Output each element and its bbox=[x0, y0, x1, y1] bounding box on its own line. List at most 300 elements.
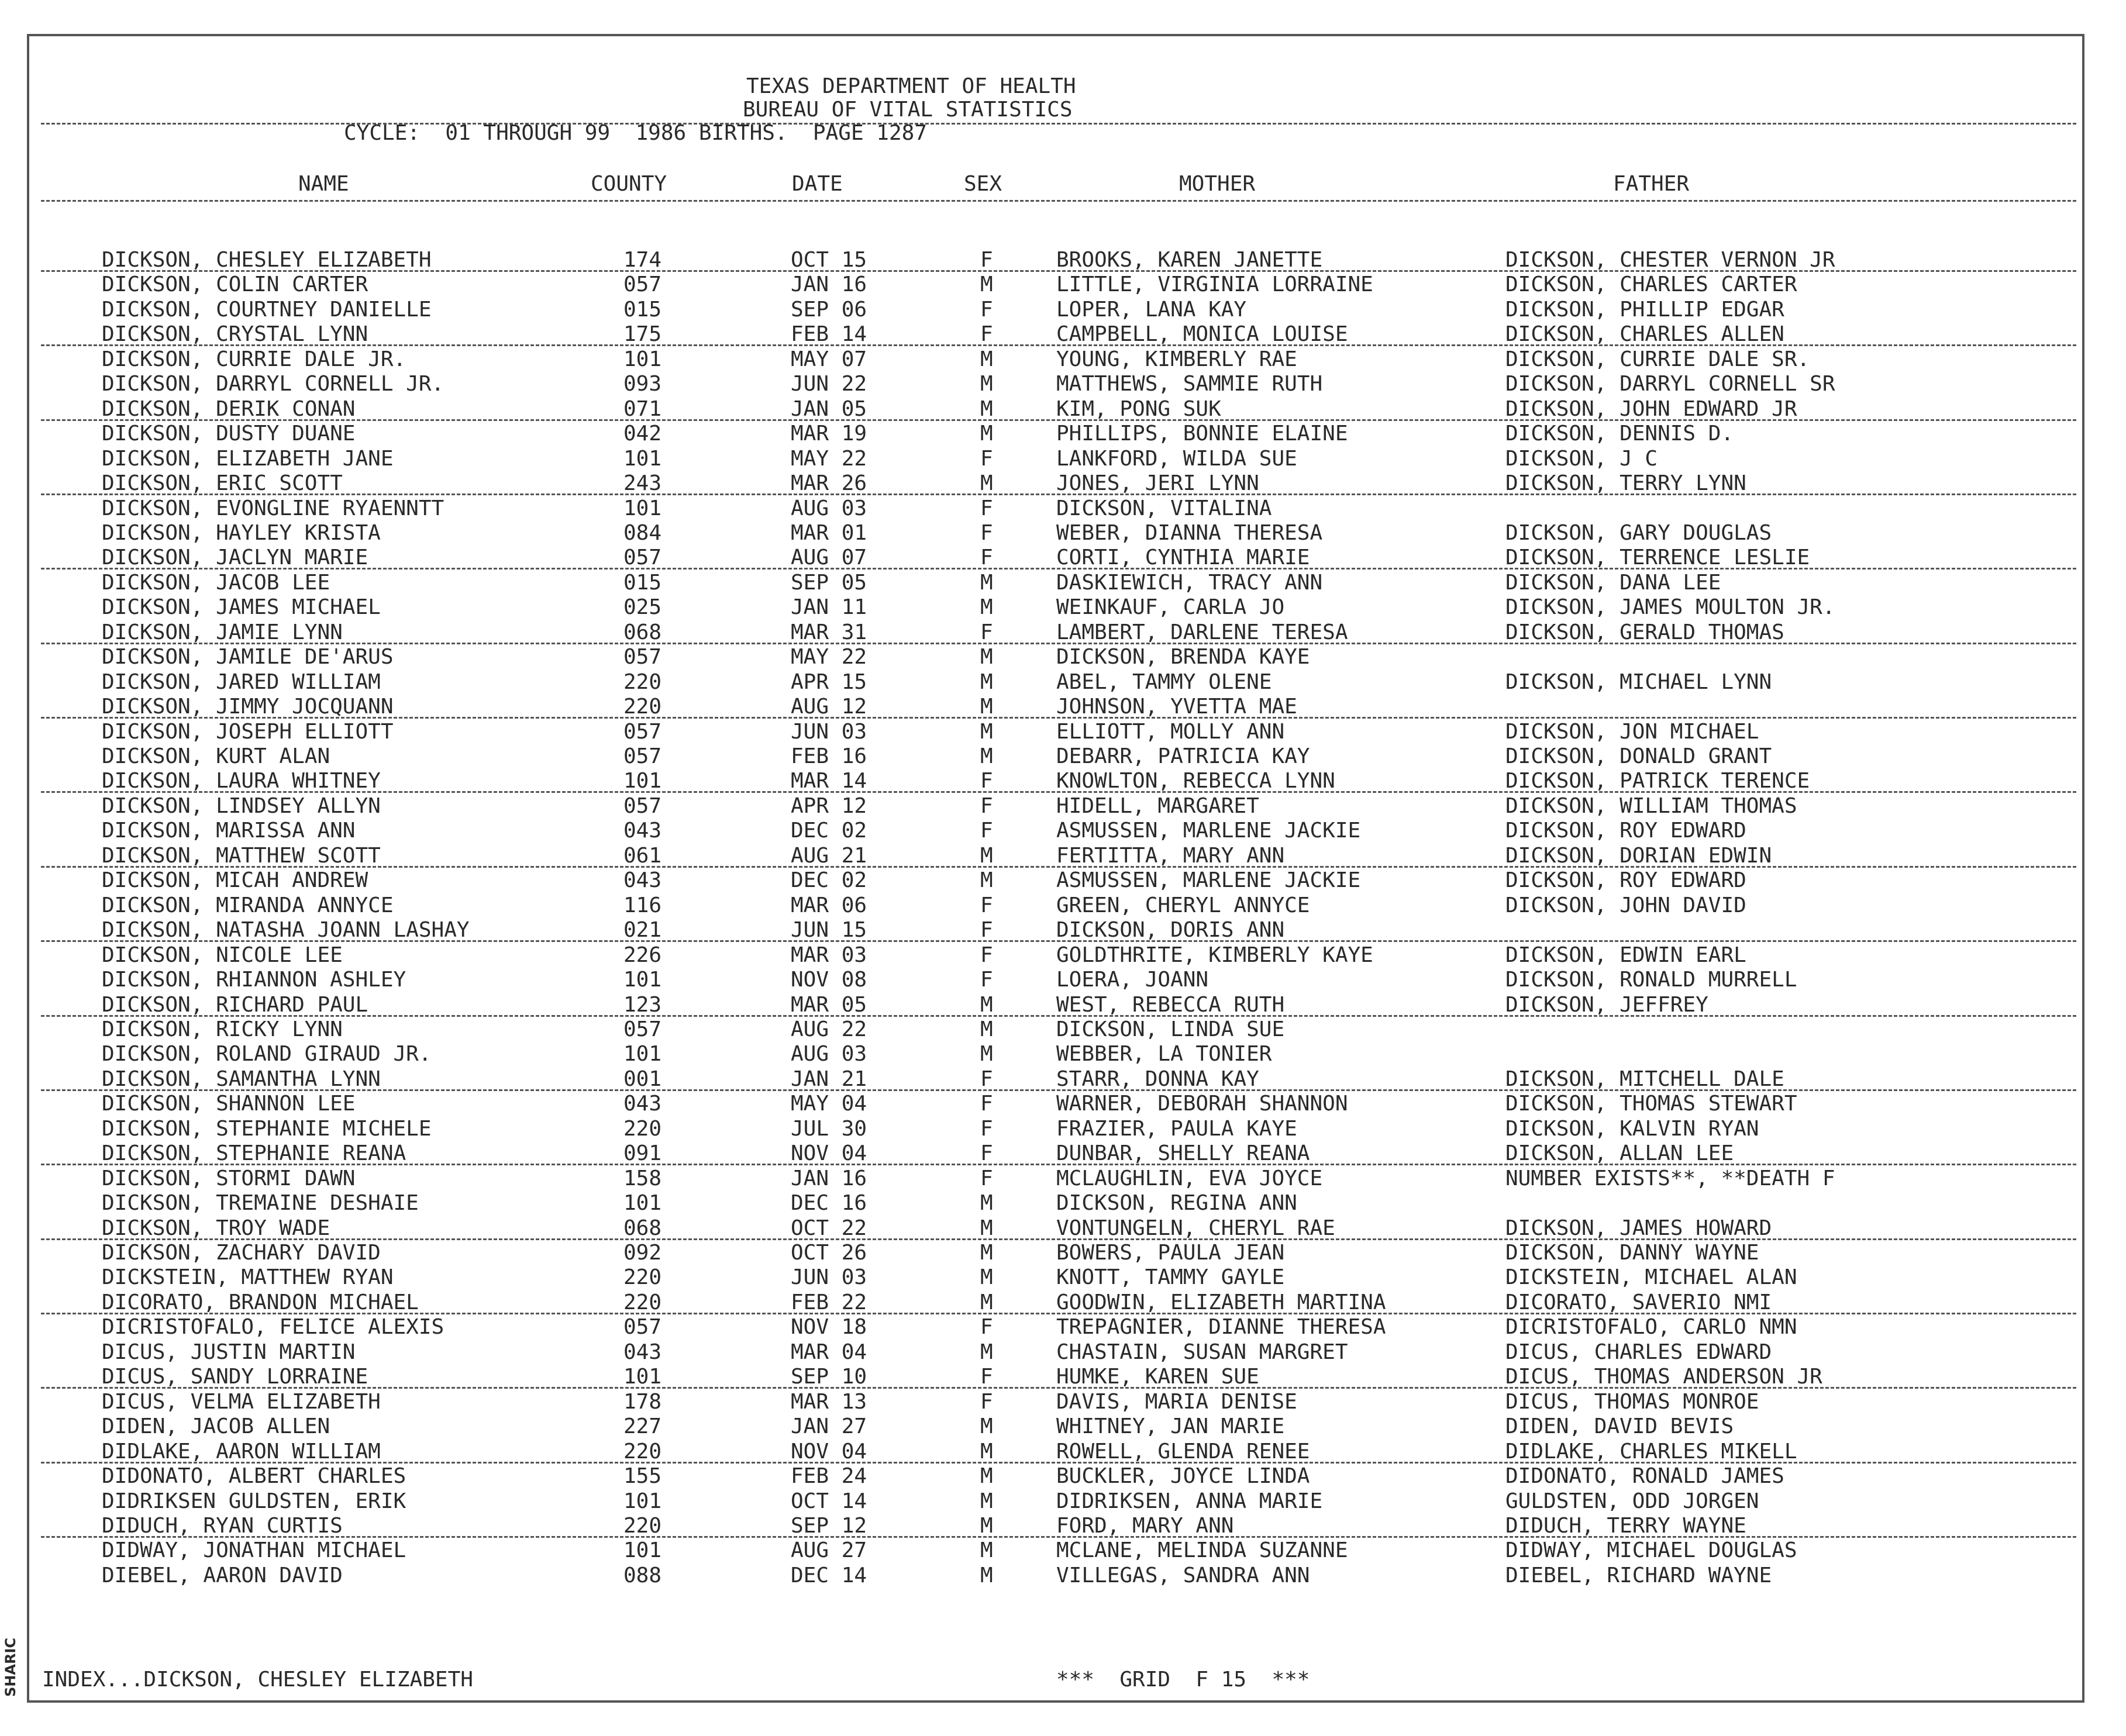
cell-name: DICKSON, CRYSTAL LYNN bbox=[102, 322, 368, 347]
cell-mother: VONTUNGELN, CHERYL RAE bbox=[1056, 1216, 1335, 1240]
cell-name: DICKSON, ZACHARY DAVID bbox=[102, 1241, 381, 1265]
cell-sex: F bbox=[980, 819, 993, 843]
cell-name: DICKSON, MIRANDA ANNYCE bbox=[102, 893, 394, 917]
table-row bbox=[0, 1514, 2126, 1538]
cell-name: DICKSON, RHIANNON ASHLEY bbox=[102, 968, 406, 992]
table-row bbox=[0, 1440, 2126, 1464]
cell-sex: F bbox=[980, 446, 993, 471]
cell-county: 220 bbox=[623, 695, 662, 719]
table-row bbox=[0, 372, 2126, 396]
cell-sex: M bbox=[980, 719, 993, 744]
cell-county: 101 bbox=[623, 1042, 662, 1067]
column-header-rule bbox=[41, 200, 2076, 202]
cell-father: DICKSON, RONALD MURRELL bbox=[1505, 968, 1797, 992]
cell-mother: WARNER, DEBORAH SHANNON bbox=[1056, 1092, 1348, 1116]
cell-mother: ABEL, TAMMY OLENE bbox=[1056, 669, 1272, 694]
cell-name: DICUS, JUSTIN MARTIN bbox=[102, 1340, 356, 1364]
cell-county: 092 bbox=[623, 1241, 662, 1265]
cell-date: JUN 22 bbox=[791, 372, 867, 396]
row-group-rule bbox=[41, 866, 2076, 868]
cell-name: DIDWAY, JONATHAN MICHAEL bbox=[102, 1538, 406, 1563]
cell-county: 015 bbox=[623, 297, 662, 322]
cell-date: OCT 22 bbox=[791, 1216, 867, 1240]
cell-sex: F bbox=[980, 1389, 993, 1414]
cell-mother: FRAZIER, PAULA KAYE bbox=[1056, 1116, 1297, 1141]
cell-father: DIDLAKE, CHARLES MIKELL bbox=[1505, 1439, 1797, 1464]
cell-mother: DUNBAR, SHELLY REANA bbox=[1056, 1141, 1310, 1166]
cell-name: DICKSON, STEPHANIE MICHELE bbox=[102, 1116, 432, 1141]
cell-name: DICKSON, SHANNON LEE bbox=[102, 1092, 356, 1116]
cell-date: FEB 22 bbox=[791, 1290, 867, 1314]
footer-index: INDEX...DICKSON, CHESLEY ELIZABETH bbox=[42, 1668, 473, 1692]
cell-mother: BROOKS, KAREN JANETTE bbox=[1056, 248, 1323, 272]
cell-date: NOV 18 bbox=[791, 1315, 867, 1340]
cell-county: 084 bbox=[623, 520, 662, 545]
cell-date: OCT 15 bbox=[791, 248, 867, 272]
cell-sex: F bbox=[980, 793, 993, 818]
cell-county: 043 bbox=[623, 1092, 662, 1116]
cell-county: 101 bbox=[623, 769, 662, 793]
cell-county: 101 bbox=[623, 347, 662, 371]
cell-sex: M bbox=[980, 372, 993, 396]
cell-mother: WEST, REBECCA RUTH bbox=[1056, 992, 1285, 1017]
table-row bbox=[0, 744, 2126, 769]
table-row bbox=[0, 868, 2126, 893]
cell-sex: F bbox=[980, 520, 993, 545]
cell-date: JAN 21 bbox=[791, 1067, 867, 1091]
cell-mother: JOHNSON, YVETTA MAE bbox=[1056, 695, 1297, 719]
cell-sex: M bbox=[980, 1265, 993, 1290]
cell-name: DICKSON, NATASHA JOANN LASHAY bbox=[102, 918, 470, 943]
table-row bbox=[0, 521, 2126, 546]
cell-date: DEC 02 bbox=[791, 819, 867, 843]
cell-sex: F bbox=[980, 1141, 993, 1166]
cell-name: DICKSON, MARISSA ANN bbox=[102, 819, 356, 843]
cell-name: DICKSON, TROY WADE bbox=[102, 1216, 330, 1240]
cell-sex: F bbox=[980, 297, 993, 322]
cell-date: DEC 02 bbox=[791, 868, 867, 893]
table-row bbox=[0, 819, 2126, 843]
cell-name: DICKSON, JIMMY JOCQUANN bbox=[102, 695, 394, 719]
cell-name: DICRISTOFALO, FELICE ALEXIS bbox=[102, 1315, 445, 1340]
cell-name: DICUS, VELMA ELIZABETH bbox=[102, 1389, 381, 1414]
cell-sex: M bbox=[980, 1464, 993, 1489]
cell-county: 123 bbox=[623, 992, 662, 1017]
cell-father: DICKSON, JEFFREY bbox=[1505, 992, 1708, 1017]
cell-county: 025 bbox=[623, 595, 662, 620]
cell-county: 174 bbox=[623, 248, 662, 272]
cell-county: 101 bbox=[623, 496, 662, 520]
cell-date: FEB 14 bbox=[791, 322, 867, 347]
row-group-rule bbox=[41, 568, 2076, 570]
table-row bbox=[0, 1538, 2126, 1563]
cell-county: 178 bbox=[623, 1389, 662, 1414]
cell-father: DICKSON, CURRIE DALE SR. bbox=[1505, 347, 1810, 371]
table-row bbox=[0, 422, 2126, 446]
table-row bbox=[0, 1166, 2126, 1191]
cell-sex: F bbox=[980, 620, 993, 644]
cell-sex: M bbox=[980, 471, 993, 496]
cell-name: DICKSTEIN, MATTHEW RYAN bbox=[102, 1265, 394, 1290]
cell-date: JAN 16 bbox=[791, 1166, 867, 1190]
cell-name: DICKSON, HAYLEY KRISTA bbox=[102, 520, 381, 545]
cell-sex: M bbox=[980, 396, 993, 421]
cell-date: JUN 03 bbox=[791, 719, 867, 744]
cell-mother: LITTLE, VIRGINIA LORRAINE bbox=[1056, 272, 1373, 297]
table-row bbox=[0, 695, 2126, 719]
cell-county: 101 bbox=[623, 1538, 662, 1563]
table-row bbox=[0, 447, 2126, 471]
row-group-rule bbox=[41, 1462, 2076, 1464]
table-row bbox=[0, 844, 2126, 868]
row-group-rule bbox=[41, 493, 2076, 495]
column-header-county: COUNTY bbox=[591, 172, 667, 196]
row-group-rule bbox=[41, 1089, 2076, 1091]
table-row bbox=[0, 1191, 2126, 1216]
cell-county: 068 bbox=[623, 1216, 662, 1240]
cell-mother: WEINKAUF, CARLA JO bbox=[1056, 595, 1285, 620]
cell-mother: KNOTT, TAMMY GAYLE bbox=[1056, 1265, 1285, 1290]
cell-sex: M bbox=[980, 570, 993, 595]
cell-sex: F bbox=[980, 546, 993, 570]
cell-father: DICKSON, MITCHELL DALE bbox=[1505, 1067, 1784, 1091]
table-row bbox=[0, 968, 2126, 992]
cell-sex: F bbox=[980, 769, 993, 793]
table-row bbox=[0, 645, 2126, 669]
cell-date: AUG 07 bbox=[791, 546, 867, 570]
cell-mother: MATTHEWS, SAMMIE RUTH bbox=[1056, 372, 1323, 396]
cell-county: 043 bbox=[623, 819, 662, 843]
cell-date: NOV 08 bbox=[791, 968, 867, 992]
cell-date: MAR 19 bbox=[791, 422, 867, 446]
cell-name: DICKSON, CURRIE DALE JR. bbox=[102, 347, 406, 371]
cell-county: 093 bbox=[623, 372, 662, 396]
cell-mother: WEBBER, LA TONIER bbox=[1056, 1042, 1272, 1067]
cell-mother: CHASTAIN, SUSAN MARGRET bbox=[1056, 1340, 1348, 1364]
cell-date: SEP 05 bbox=[791, 570, 867, 595]
cell-mother: ELLIOTT, MOLLY ANN bbox=[1056, 719, 1285, 744]
cell-father: NUMBER EXISTS**, **DEATH F bbox=[1505, 1166, 1835, 1190]
cell-father: DICKSON, DORIAN EDWIN bbox=[1505, 843, 1772, 868]
cell-sex: M bbox=[980, 1489, 993, 1513]
cell-father: DIDUCH, TERRY WAYNE bbox=[1505, 1513, 1746, 1538]
table-row bbox=[0, 993, 2126, 1017]
cell-father: DICKSON, DANNY WAYNE bbox=[1505, 1241, 1759, 1265]
cell-mother: KNOWLTON, REBECCA LYNN bbox=[1056, 769, 1335, 793]
row-group-rule bbox=[41, 1238, 2076, 1240]
cell-mother: DEBARR, PATRICIA KAY bbox=[1056, 744, 1310, 768]
cell-county: 057 bbox=[623, 1017, 662, 1041]
cycle-line: CYCLE: 01 THROUGH 99 1986 BIRTHS. PAGE 1287 bbox=[344, 121, 927, 145]
cell-father: DICKSON, KALVIN RYAN bbox=[1505, 1116, 1759, 1141]
side-label: SHARIC bbox=[2, 1638, 19, 1697]
cell-county: 158 bbox=[623, 1166, 662, 1190]
column-header-date: DATE bbox=[792, 172, 843, 196]
cell-sex: F bbox=[980, 248, 993, 272]
cell-mother: CAMPBELL, MONICA LOUISE bbox=[1056, 322, 1348, 347]
cell-county: 155 bbox=[623, 1464, 662, 1489]
table-row bbox=[0, 1489, 2126, 1514]
cell-name: DIEBEL, AARON DAVID bbox=[102, 1563, 343, 1587]
table-row bbox=[0, 1390, 2126, 1414]
cell-name: DICKSON, JACLYN MARIE bbox=[102, 546, 368, 570]
cell-date: MAY 22 bbox=[791, 446, 867, 471]
cell-sex: F bbox=[980, 1092, 993, 1116]
cell-county: 101 bbox=[623, 1365, 662, 1389]
cell-county: 088 bbox=[623, 1563, 662, 1587]
cell-date: MAR 26 bbox=[791, 471, 867, 496]
cell-father: DICKSTEIN, MICHAEL ALAN bbox=[1505, 1265, 1797, 1290]
cell-sex: M bbox=[980, 843, 993, 868]
cell-date: NOV 04 bbox=[791, 1439, 867, 1464]
cell-sex: M bbox=[980, 1513, 993, 1538]
cell-date: JAN 05 bbox=[791, 396, 867, 421]
cell-father: DICUS, THOMAS MONROE bbox=[1505, 1389, 1759, 1414]
cell-county: 220 bbox=[623, 1439, 662, 1464]
cell-date: AUG 22 bbox=[791, 1017, 867, 1041]
cell-county: 042 bbox=[623, 422, 662, 446]
cell-county: 101 bbox=[623, 968, 662, 992]
cell-name: DICKSON, JAMIE LYNN bbox=[102, 620, 343, 644]
cell-county: 057 bbox=[623, 645, 662, 669]
cell-mother: MCLAUGHLIN, EVA JOYCE bbox=[1056, 1166, 1323, 1190]
cell-mother: TREPAGNIER, DIANNE THERESA bbox=[1056, 1315, 1386, 1340]
cell-name: DICKSON, DERIK CONAN bbox=[102, 396, 356, 421]
cell-father: DICKSON, ALLAN LEE bbox=[1505, 1141, 1734, 1166]
cell-mother: KIM, PONG SUK bbox=[1056, 396, 1221, 421]
cell-sex: F bbox=[980, 1315, 993, 1340]
row-group-rule bbox=[41, 1015, 2076, 1017]
cell-county: 220 bbox=[623, 669, 662, 694]
department-title: TEXAS DEPARTMENT OF HEALTH bbox=[746, 74, 1076, 98]
cell-father: DICKSON, JON MICHAEL bbox=[1505, 719, 1759, 744]
cell-date: MAR 04 bbox=[791, 1340, 867, 1364]
cell-father: DICKSON, DANA LEE bbox=[1505, 570, 1721, 595]
cell-mother: DICKSON, LINDA SUE bbox=[1056, 1017, 1285, 1041]
cell-father: DICKSON, CHESTER VERNON JR bbox=[1505, 248, 1835, 272]
table-row bbox=[0, 1017, 2126, 1042]
table-row bbox=[0, 595, 2126, 620]
table-row bbox=[0, 620, 2126, 645]
table-row bbox=[0, 893, 2126, 918]
cell-father: DICKSON, PATRICK TERENCE bbox=[1505, 769, 1810, 793]
cell-date: JUN 15 bbox=[791, 918, 867, 943]
cell-mother: STARR, DONNA KAY bbox=[1056, 1067, 1259, 1091]
table-row bbox=[0, 1365, 2126, 1389]
cell-sex: M bbox=[980, 1538, 993, 1563]
cell-name: DICKSON, COURTNEY DANIELLE bbox=[102, 297, 432, 322]
cell-sex: M bbox=[980, 992, 993, 1017]
cell-date: NOV 04 bbox=[791, 1141, 867, 1166]
cell-county: 220 bbox=[623, 1265, 662, 1290]
table-row bbox=[0, 322, 2126, 347]
cell-sex: F bbox=[980, 1116, 993, 1141]
cell-county: 226 bbox=[623, 943, 662, 967]
cell-mother: DICKSON, DORIS ANN bbox=[1056, 918, 1285, 943]
cell-date: AUG 27 bbox=[791, 1538, 867, 1563]
cell-sex: M bbox=[980, 1290, 993, 1314]
table-row bbox=[0, 272, 2126, 297]
cell-mother: HUMKE, KAREN SUE bbox=[1056, 1365, 1259, 1389]
cell-date: AUG 12 bbox=[791, 695, 867, 719]
cell-name: DICKSON, TREMAINE DESHAIE bbox=[102, 1191, 419, 1216]
row-group-rule bbox=[41, 419, 2076, 421]
cell-name: DICKSON, RICHARD PAUL bbox=[102, 992, 368, 1017]
table-row bbox=[0, 670, 2126, 695]
cell-sex: M bbox=[980, 272, 993, 297]
cell-name: DICKSON, STEPHANIE REANA bbox=[102, 1141, 406, 1166]
cell-county: 227 bbox=[623, 1414, 662, 1439]
cell-county: 220 bbox=[623, 1290, 662, 1314]
cell-name: DIDEN, JACOB ALLEN bbox=[102, 1414, 330, 1439]
cell-date: MAY 04 bbox=[791, 1092, 867, 1116]
cell-mother: PHILLIPS, BONNIE ELAINE bbox=[1056, 422, 1348, 446]
cell-name: DICKSON, JACOB LEE bbox=[102, 570, 330, 595]
cell-father: DICKSON, GARY DOUGLAS bbox=[1505, 520, 1772, 545]
row-group-rule bbox=[41, 717, 2076, 719]
cell-name: DICKSON, JAMILE DE'ARUS bbox=[102, 645, 394, 669]
cell-name: DICKSON, ELIZABETH JANE bbox=[102, 446, 394, 471]
table-row bbox=[0, 1092, 2126, 1116]
cell-county: 116 bbox=[623, 893, 662, 917]
cell-name: DICKSON, STORMI DAWN bbox=[102, 1166, 356, 1190]
cell-date: AUG 03 bbox=[791, 496, 867, 520]
cell-mother: WHITNEY, JAN MARIE bbox=[1056, 1414, 1285, 1439]
cell-name: DICKSON, SAMANTHA LYNN bbox=[102, 1067, 381, 1091]
cell-mother: VILLEGAS, SANDRA ANN bbox=[1056, 1563, 1310, 1587]
row-group-rule bbox=[41, 1313, 2076, 1314]
cell-county: 071 bbox=[623, 396, 662, 421]
cell-mother: ASMUSSEN, MARLENE JACKIE bbox=[1056, 868, 1361, 893]
cell-county: 091 bbox=[623, 1141, 662, 1166]
table-row bbox=[0, 794, 2126, 819]
table-row bbox=[0, 1042, 2126, 1067]
table-row bbox=[0, 769, 2126, 793]
cell-sex: M bbox=[980, 1042, 993, 1067]
cell-county: 043 bbox=[623, 1340, 662, 1364]
cell-name: DICORATO, BRANDON MICHAEL bbox=[102, 1290, 419, 1314]
table-row bbox=[0, 571, 2126, 595]
cell-date: APR 12 bbox=[791, 793, 867, 818]
cell-date: MAR 06 bbox=[791, 893, 867, 917]
cell-date: OCT 14 bbox=[791, 1489, 867, 1513]
cell-father: DICRISTOFALO, CARLO NMN bbox=[1505, 1315, 1797, 1340]
cell-father: DICKSON, THOMAS STEWART bbox=[1505, 1092, 1797, 1116]
cell-county: 101 bbox=[623, 446, 662, 471]
cell-name: DICKSON, RICKY LYNN bbox=[102, 1017, 343, 1041]
cell-sex: F bbox=[980, 918, 993, 943]
cell-county: 043 bbox=[623, 868, 662, 893]
cell-sex: F bbox=[980, 322, 993, 347]
cell-sex: F bbox=[980, 968, 993, 992]
cell-name: DICKSON, ROLAND GIRAUD JR. bbox=[102, 1042, 432, 1067]
column-header-father: FATHER bbox=[1613, 172, 1690, 196]
cell-county: 015 bbox=[623, 570, 662, 595]
cell-sex: M bbox=[980, 1191, 993, 1216]
cell-sex: M bbox=[980, 645, 993, 669]
cell-sex: M bbox=[980, 744, 993, 768]
cell-father: DICKSON, TERRENCE LESLIE bbox=[1505, 546, 1810, 570]
cell-mother: GREEN, CHERYL ANNYCE bbox=[1056, 893, 1310, 917]
cell-sex: F bbox=[980, 893, 993, 917]
cell-county: 068 bbox=[623, 620, 662, 644]
table-row bbox=[0, 546, 2126, 570]
cell-sex: F bbox=[980, 1166, 993, 1190]
table-row bbox=[0, 248, 2126, 272]
cell-date: JAN 16 bbox=[791, 272, 867, 297]
cell-sex: M bbox=[980, 1414, 993, 1439]
cell-father: DICKSON, CHARLES CARTER bbox=[1505, 272, 1797, 297]
cell-name: DICKSON, MICAH ANDREW bbox=[102, 868, 368, 893]
cell-mother: LAMBERT, DARLENE TERESA bbox=[1056, 620, 1348, 644]
cell-father: DICKSON, PHILLIP EDGAR bbox=[1505, 297, 1784, 322]
cell-father: DIEBEL, RICHARD WAYNE bbox=[1505, 1563, 1772, 1587]
cell-date: SEP 12 bbox=[791, 1513, 867, 1538]
cell-date: OCT 26 bbox=[791, 1241, 867, 1265]
cell-date: AUG 03 bbox=[791, 1042, 867, 1067]
cell-date: MAR 05 bbox=[791, 992, 867, 1017]
cell-mother: DICKSON, BRENDA KAYE bbox=[1056, 645, 1310, 669]
cell-name: DICKSON, JARED WILLIAM bbox=[102, 669, 381, 694]
cell-father: DICKSON, TERRY LYNN bbox=[1505, 471, 1746, 496]
cell-date: SEP 06 bbox=[791, 297, 867, 322]
cell-father: DICORATO, SAVERIO NMI bbox=[1505, 1290, 1772, 1314]
cell-mother: BOWERS, PAULA JEAN bbox=[1056, 1241, 1285, 1265]
cell-name: DIDONATO, ALBERT CHARLES bbox=[102, 1464, 406, 1489]
cell-sex: M bbox=[980, 1216, 993, 1240]
table-row bbox=[0, 347, 2126, 372]
cell-sex: M bbox=[980, 1563, 993, 1587]
cell-name: DICKSON, DUSTY DUANE bbox=[102, 422, 356, 446]
bureau-title: BUREAU OF VITAL STATISTICS bbox=[743, 98, 1073, 122]
cell-date: SEP 10 bbox=[791, 1365, 867, 1389]
cell-name: DICKSON, DARRYL CORNELL JR. bbox=[102, 372, 445, 396]
column-header-mother: MOTHER bbox=[1179, 172, 1256, 196]
cell-mother: ROWELL, GLENDA RENEE bbox=[1056, 1439, 1310, 1464]
cell-name: DICKSON, JOSEPH ELLIOTT bbox=[102, 719, 394, 744]
column-header-sex: SEX bbox=[964, 172, 1002, 196]
table-row bbox=[0, 1117, 2126, 1141]
cell-name: DICKSON, KURT ALAN bbox=[102, 744, 330, 768]
cell-father: DICKSON, J C bbox=[1505, 446, 1658, 471]
cell-date: DEC 16 bbox=[791, 1191, 867, 1216]
cell-mother: DICKSON, REGINA ANN bbox=[1056, 1191, 1297, 1216]
cell-father: DICKSON, ROY EDWARD bbox=[1505, 819, 1746, 843]
cell-sex: M bbox=[980, 595, 993, 620]
cell-mother: FERTITTA, MARY ANN bbox=[1056, 843, 1285, 868]
cell-sex: F bbox=[980, 943, 993, 967]
cell-father: DICUS, THOMAS ANDERSON JR bbox=[1505, 1365, 1822, 1389]
table-row bbox=[0, 496, 2126, 521]
column-header-name: NAME bbox=[298, 172, 349, 196]
table-row bbox=[0, 1340, 2126, 1365]
cell-county: 061 bbox=[623, 843, 662, 868]
table-row bbox=[0, 918, 2126, 943]
cell-name: DICKSON, COLIN CARTER bbox=[102, 272, 368, 297]
cell-name: DICKSON, LAURA WHITNEY bbox=[102, 769, 381, 793]
table-row bbox=[0, 1315, 2126, 1340]
table-row bbox=[0, 1265, 2126, 1290]
cell-father: DICKSON, ROY EDWARD bbox=[1505, 868, 1746, 893]
cell-mother: LOPER, LANA KAY bbox=[1056, 297, 1247, 322]
cell-father: DICKSON, JAMES HOWARD bbox=[1505, 1216, 1772, 1240]
cell-date: MAR 14 bbox=[791, 769, 867, 793]
cell-county: 175 bbox=[623, 322, 662, 347]
cell-mother: LOERA, JOANN bbox=[1056, 968, 1209, 992]
cell-father: DICKSON, JOHN EDWARD JR bbox=[1505, 396, 1797, 421]
cell-sex: M bbox=[980, 868, 993, 893]
cell-name: DICKSON, MATTHEW SCOTT bbox=[102, 843, 381, 868]
